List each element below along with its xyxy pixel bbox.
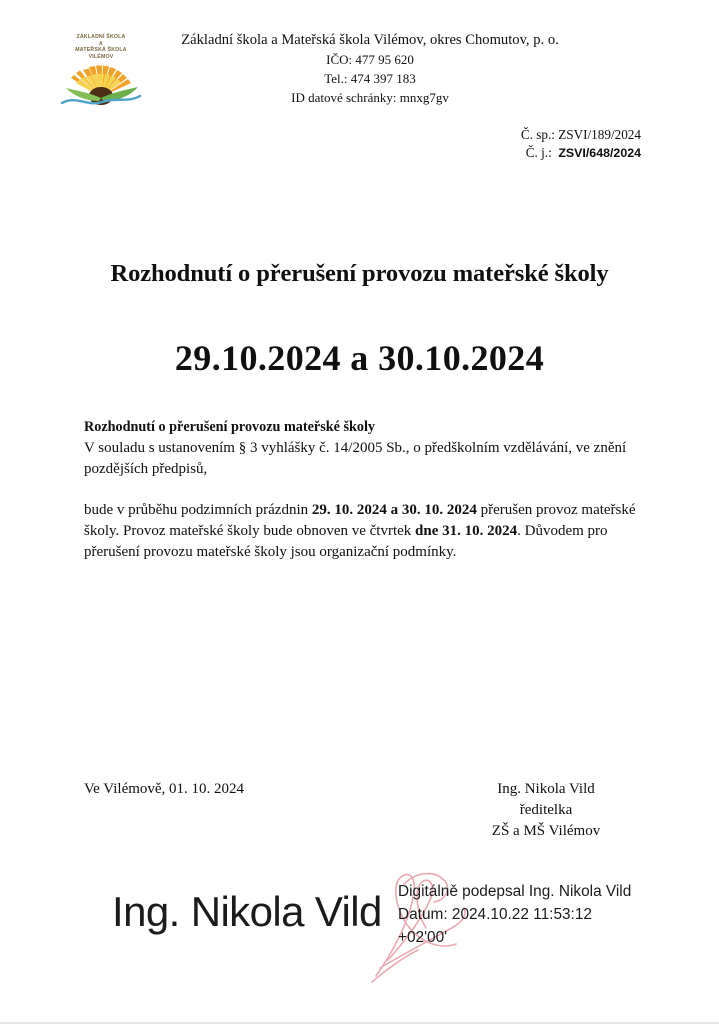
digital-signature-name: Ing. Nikola Vild [112,888,382,935]
closure-dates-heading: 29.10.2024 a 30.10.2024 [174,338,545,378]
signature-row [84,779,659,849]
signer-block [426,779,666,842]
digital-signature-stamp [112,868,682,978]
reference-numbers [521,126,641,162]
organization-databox: ID datové schránky: mnxg7gv [291,90,449,105]
document-body [84,418,640,563]
digital-signature-utc-offset: +02'00' [398,929,448,946]
place-and-date: Ve Vilémově, 01. 10. 2024 [84,781,245,797]
logo-line-4: VILÉMOV [88,54,114,60]
letterhead [0,30,719,120]
organization-block [130,30,610,107]
logo-line-2: A [99,41,103,47]
digital-signature-signed-by: Digitálně podepsal Ing. Nikola Vild [398,883,632,900]
signer-organization: ZŠ a MŠ Vilémov [491,823,601,839]
page-title: Rozhodnutí o přerušení provozu mateřské školy [110,260,609,288]
logo-line-1: ZÁKLADNÍ ŠKOLA [76,34,126,40]
document-reference-number [521,144,641,162]
digital-signature-details [398,880,631,949]
body-paragraph-1: V souladu s ustanovením § 3 vyhlášky č. 14/2005 Sb., o předškolním vzdělávání, ve znění pozdějších předpisů, [84,440,627,477]
organization-phone: Tel.: 474 397 183 [324,71,416,86]
organization-name: Základní škola a Mateřská škola Vilémov, okres Chomutov, p. o. [181,32,559,48]
signer-role: ředitelka [519,802,573,818]
body-paragraph-2-text-2: přerušen provoz mateřské školy. Provoz mateřské školy bude obnoven ve čtvrtek [84,502,636,539]
body-paragraph-2 [84,500,640,563]
organization-ico: IČO: 477 95 620 [326,52,414,67]
logo-line-3: MATEŘSKÁ ŠKOLA [75,47,127,53]
body-paragraph-2-bold-2: dne 31. 10. 2024 [415,523,518,539]
signer-name: Ing. Nikola Vild [497,781,595,797]
body-paragraph-2-text-1: bude v průběhu podzimních prázdnin [84,502,312,518]
body-heading: Rozhodnutí o přerušení provozu mateřské školy [84,419,375,435]
digital-signature-date: Datum: 2024.10.22 11:53:12 [398,906,592,923]
body-paragraph-2-bold-1: 29. 10. 2024 a 30. 10. 2024 [311,502,477,518]
file-reference-number: Č. sp.: ZSVI/189/2024 [520,127,641,142]
document-reference-value: ZSVI/648/2024 [558,146,641,160]
body-paragraph-2-text-3: . Důvodem pro přerušení provozu mateřské školy jsou organizační podmínky. [84,523,608,560]
document-reference-label: Č. j.: [525,145,552,160]
